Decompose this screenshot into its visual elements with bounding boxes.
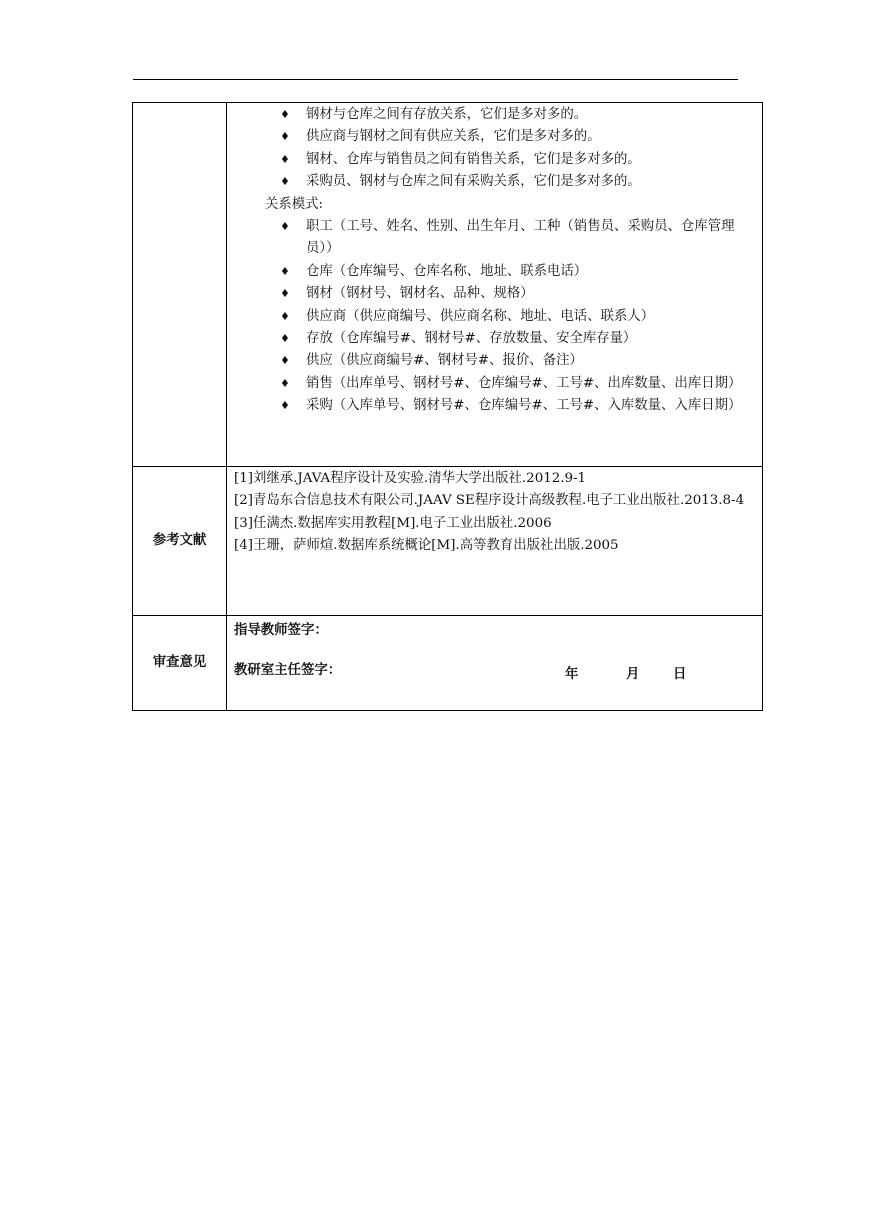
review-label: 审查意见	[133, 616, 227, 711]
list-item: ♦ 钢材（钢材号、钢材名、品种、规格）	[234, 283, 756, 305]
date-month-label: 月	[626, 667, 640, 682]
diamond-bullet-icon: ♦	[280, 332, 290, 346]
date-year-label: 年	[565, 667, 579, 682]
diamond-bullet-icon: ♦	[280, 130, 290, 144]
relations-content-cell	[227, 103, 763, 467]
schema-heading: 关系模式:	[265, 196, 324, 212]
review-content-cell	[227, 616, 763, 711]
relations-label-cell	[133, 103, 227, 467]
relations-list	[234, 104, 756, 194]
references-content-cell	[227, 467, 763, 616]
diamond-bullet-icon: ♦	[280, 264, 290, 278]
review-row	[133, 616, 763, 711]
diamond-bullet-icon: ♦	[280, 309, 290, 323]
date-day-label: 日	[673, 667, 687, 682]
relations-row	[133, 103, 763, 467]
proposal-form-table	[132, 102, 763, 711]
list-item: ♦ 仓库（仓库编号、仓库名称、地址、联系电话）	[234, 261, 756, 283]
reference-item: [4]王珊，萨师煊.数据库系统概论[M].高等教育出版社出版.2005	[234, 538, 619, 554]
header-rule	[133, 79, 738, 80]
list-item: ♦ 采购（入库单号、钢材号#、仓库编号#、工号#、入库数量、入库日期）	[234, 395, 756, 417]
diamond-bullet-icon: ♦	[280, 354, 290, 368]
list-item: ♦ 钢材与仓库之间有存放关系，它们是多对多的。	[234, 104, 756, 126]
diamond-bullet-icon: ♦	[280, 376, 290, 390]
list-item: ♦ 销售（出库单号、钢材号#、仓库编号#、工号#、出库数量、出库日期）	[234, 373, 756, 395]
reference-item: [3]任满杰.数据库实用教程[M].电子工业出版社.2006	[234, 515, 552, 531]
list-item: ♦ 供应（供应商编号#、钢材号#、报价、备注）	[234, 350, 756, 372]
diamond-bullet-icon: ♦	[280, 220, 290, 234]
diamond-bullet-icon: ♦	[280, 175, 290, 189]
reference-item: [2]青岛东合信息技术有限公司.JAAV SE程序设计高级教程.电子工业出版社.2013.8-4	[234, 493, 745, 509]
diamond-bullet-icon: ♦	[280, 399, 290, 413]
list-item: ♦ 供应商（供应商编号、供应商名称、地址、电话、联系人）	[234, 306, 756, 328]
list-item: ♦ 钢材、仓库与销售员之间有销售关系，它们是多对多的。	[234, 149, 756, 171]
diamond-bullet-icon: ♦	[280, 152, 290, 166]
list-item: ♦ 供应商与钢材之间有供应关系，它们是多对多的。	[234, 126, 756, 148]
list-item: ♦ 存放（仓库编号#、钢材号#、存放数量、安全库存量）	[234, 328, 756, 350]
references-row	[133, 467, 763, 616]
director-signature-label: 教研室主任签字：	[234, 663, 342, 679]
advisor-signature-label: 指导教师签字：	[234, 623, 328, 638]
schema-list	[234, 216, 756, 418]
diamond-bullet-icon: ♦	[280, 287, 290, 301]
reference-item: [1]刘继承.JAVA程序设计及实验.清华大学出版社.2012.9-1	[234, 471, 587, 486]
list-item: ♦ 采购员、钢材与仓库之间有采购关系，它们是多对多的。	[234, 171, 756, 193]
diamond-bullet-icon: ♦	[280, 108, 290, 121]
list-item: ♦ 职工（工号、姓名、性别、出生年月、工种（销售员、采购员、仓库管理员））	[234, 216, 756, 261]
references-label: 参考文献	[133, 467, 227, 616]
